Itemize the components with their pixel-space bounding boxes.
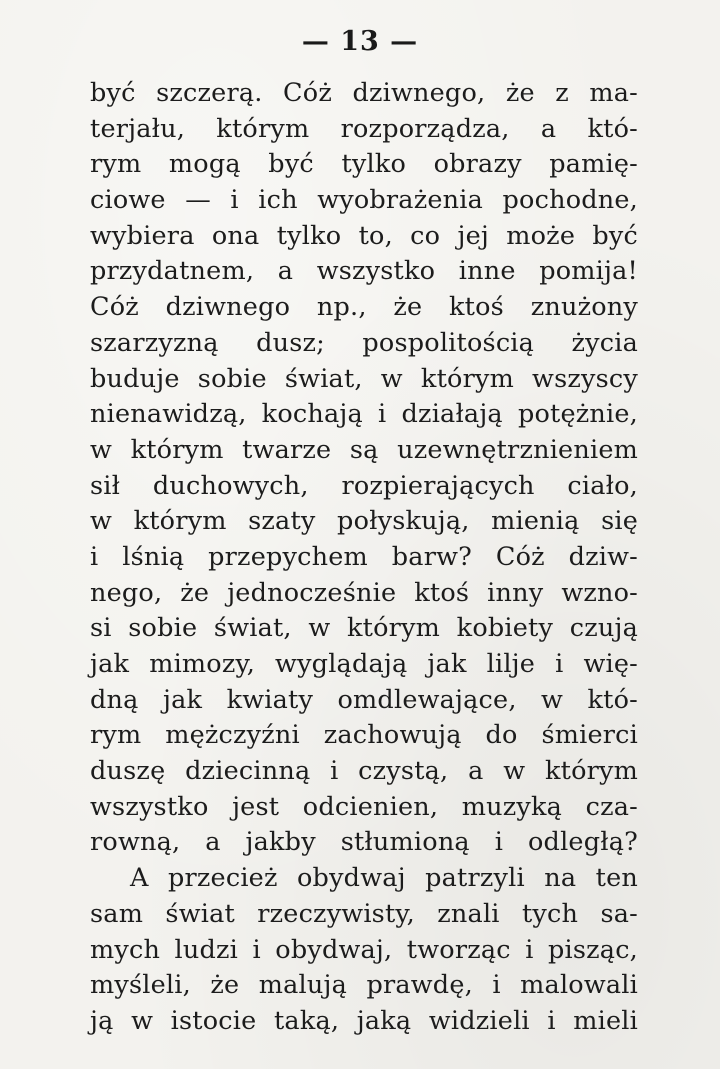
text-line: być szczerą. Cóż dziwnego, że z ma- [90,78,638,108]
text-line: myśleli, że malują prawdę, i malowali [90,970,638,1001]
text-line: sam świat rzeczywisty, znali tych sa- [90,898,638,929]
text-line: nienawidzą, kochają i działają potężnie, [90,399,638,430]
text-line: buduje sobie świat, w którym wszyscy [90,363,638,394]
text-line: dną jak kwiaty omdlewające, w któ- [90,684,638,715]
text-line: przydatnem, a wszystko inne pomija! [90,256,638,287]
body-text [90,76,638,1040]
text-line: i lśnią przepychem barw? Cóż dziw- [90,541,638,572]
text-line: rowną, a jakby stłumioną i odległą? [90,827,638,858]
text-line: wszystko jest odcienien, muzyką cza- [90,791,638,822]
text-line: szarzyzną dusz; pospolitością życia [90,327,638,358]
text-line: duszę dziecinną i czystą, a w którym [90,756,638,787]
text-line-paragraph-start: A przecież obydwaj patrzyli na ten [130,863,638,894]
text-line: nego, że jednocześnie ktoś inny wzno- [90,577,638,608]
page-number-header: — 13 — [301,26,419,57]
text-line: terjału, którym rozporządza, a któ- [90,113,638,144]
text-line: rym mogą być tylko obrazy pamię- [90,149,638,180]
text-line: ją w istocie taką, jaką widzieli i mieli [90,1005,638,1036]
text-line: mych ludzi i obydwaj, tworząc i pisząc, [90,934,638,965]
text-line: w którym szaty połyskują, mienią się [90,506,638,537]
text-line: si sobie świat, w którym kobiety czują [90,613,638,644]
text-line: jak mimozy, wyglądają jak lilje i wię- [90,649,638,679]
text-line: w którym twarze są uzewnętrznieniem [90,434,638,465]
text-line: ciowe — i ich wyobrażenia pochodne, [90,185,638,216]
text-line: sił duchowych, rozpierających ciało, [90,470,638,501]
text-line: rym mężczyźni zachowują do śmierci [90,720,638,751]
text-line: Cóż dziwnego np., że ktoś znużony [90,292,638,323]
text-line: wybiera ona tylko to, co jej może być [90,220,638,251]
